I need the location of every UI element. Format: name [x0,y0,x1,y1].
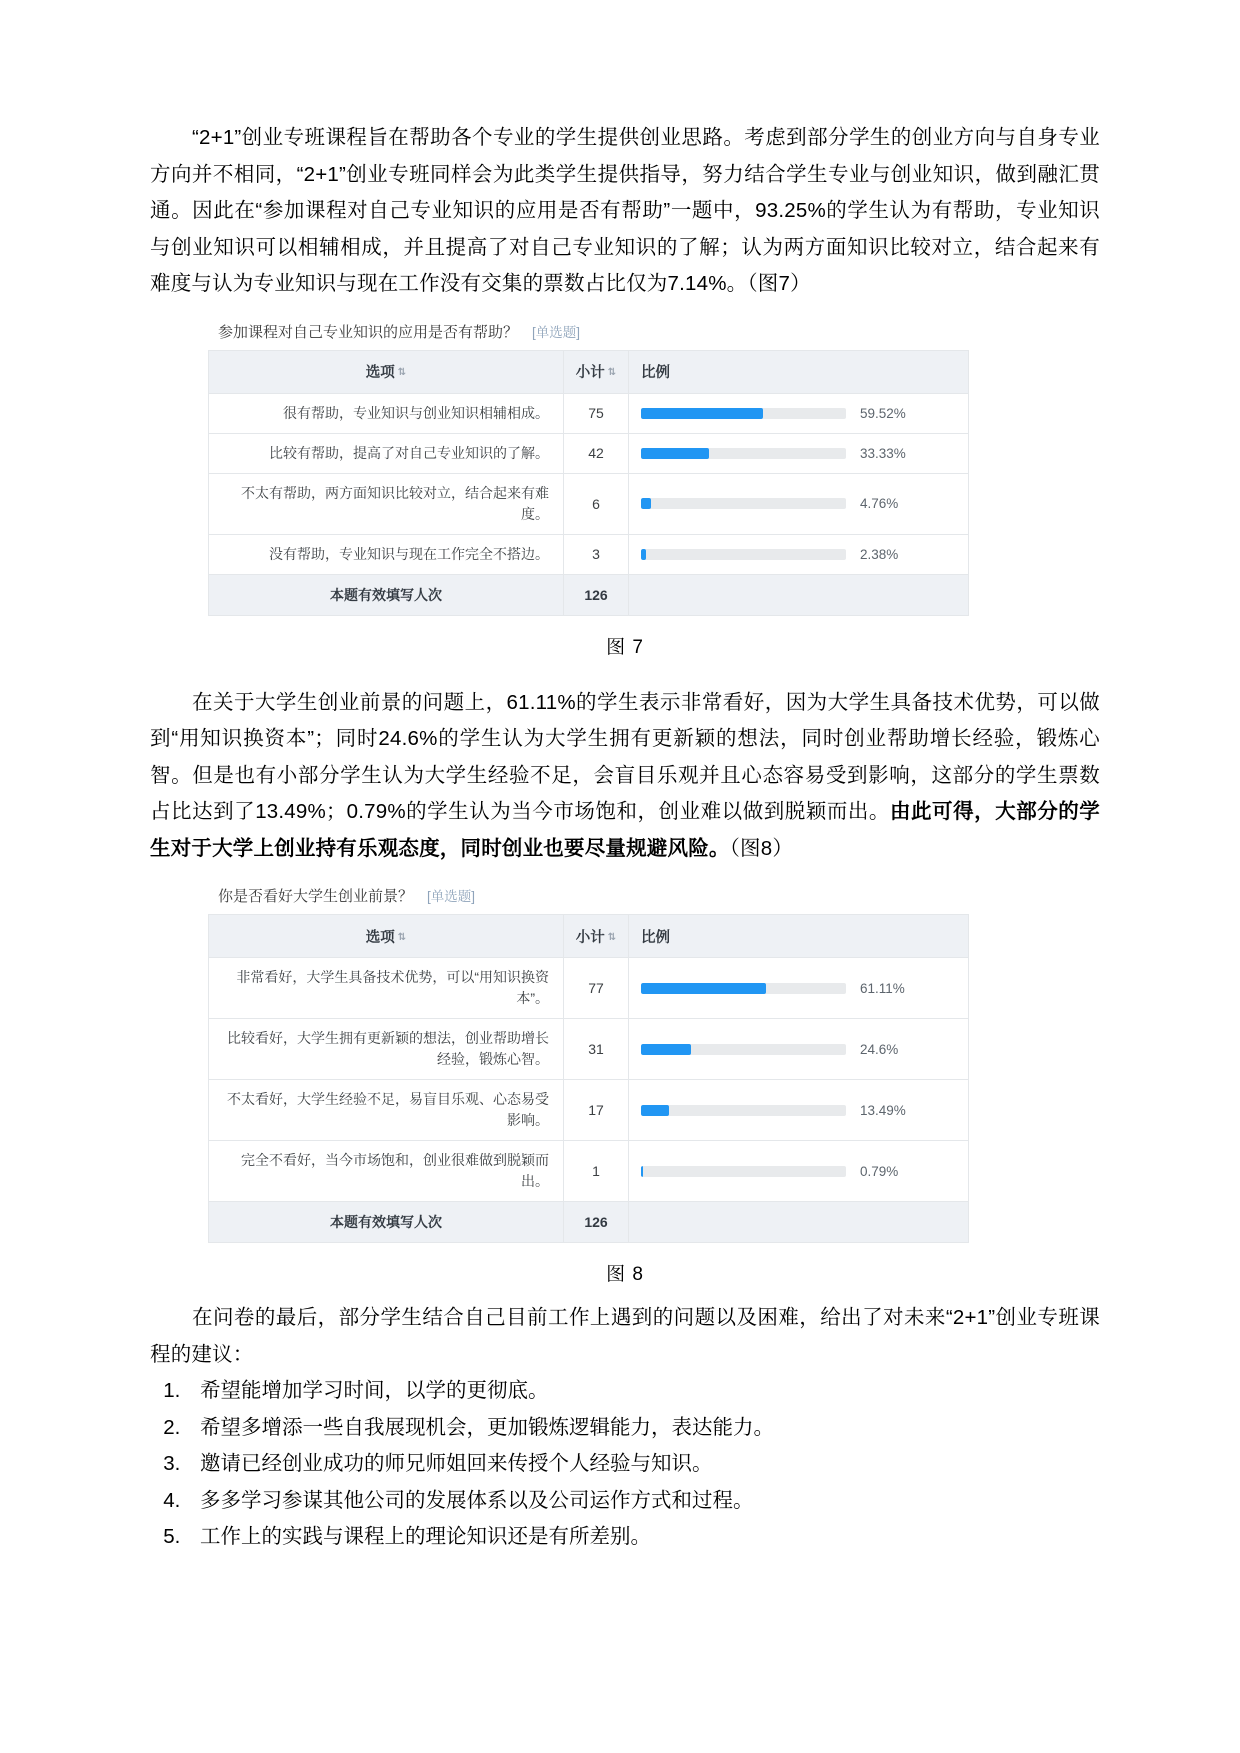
percent-label: 24.6% [860,1041,899,1057]
paragraph-2 [150,685,1100,868]
column-header-count-label: 小计 [575,365,605,381]
column-header-percent [629,350,969,393]
option-percent-cell [629,473,969,534]
table-header-row [209,350,969,393]
percent-label: 33.33% [860,445,906,461]
table-header-row [209,915,969,958]
total-count: 126 [564,574,629,615]
column-header-option-label: 选项 [365,365,395,381]
bar-track [641,448,846,459]
option-label: 比较有帮助，提高了对自己专业知识的了解。 [209,433,564,473]
column-header-percent [629,915,969,958]
bar-fill [641,498,651,509]
column-header-percent-label: 比例 [641,929,670,946]
list-item: 2. 希望多增添一些自我展现机会，更加锻炼逻辑能力，表达能力。 [186,1410,1100,1447]
option-label: 很有帮助，专业知识与创业知识相辅相成。 [209,393,564,433]
table-row [209,393,969,433]
option-percent-cell [629,958,969,1019]
bar-track [641,498,846,509]
table-row [209,958,969,1019]
column-header-option[interactable] [209,915,564,958]
bar-track [641,1044,846,1055]
bar-track [641,549,846,560]
percent-label: 0.79% [860,1163,899,1179]
table-row [209,433,969,473]
total-label: 本题有效填写人次 [209,1202,564,1243]
paragraph-2-normal: 在关于大学生创业前景的问题上，61.11%的学生表示非常看好，因为大学生具备技术优势，可以做到“用知识换资本”；同时24.6%的学生认为大学生拥有更新颖的想法，同时创业帮助增长经验，锻炼心智。但是也有小部分学生认为大学生经验不足，会盲目乐观并且心态容易受到影响，这部分的学生票数占比达到了13.49%；0.79%的学生认为当今市场饱和，创业难以做到脱颖而出。 [150,690,1100,823]
list-item: 4. 多多学习参谋其他公司的发展体系以及公司运作方式和过程。 [186,1483,1100,1520]
option-count: 3 [564,534,629,574]
option-count: 31 [564,1019,629,1080]
paragraph-2-tail: （图8） [729,836,794,860]
option-count: 17 [564,1080,629,1141]
bar-track [641,408,846,419]
survey-chart-2 [208,879,968,1243]
paragraph-3: 在问卷的最后，部分学生结合自己目前工作上遇到的问题以及困难，给出了对未来“2+1”创业专班课程的建议： [150,1306,1100,1366]
list-item: 5. 工作上的实践与课程上的理论知识还是有所差别。 [186,1519,1100,1556]
total-label: 本题有效填写人次 [209,574,564,615]
figure-8-block [150,879,1100,1286]
table-row [209,1019,969,1080]
bar-track [641,1105,846,1116]
percent-label: 4.76% [860,496,899,511]
survey-table-1 [208,350,969,616]
survey-question-title-2 [208,879,968,914]
column-header-count-label: 小计 [575,929,605,946]
bar-fill [641,408,763,419]
option-percent-cell [629,1080,969,1141]
column-header-count[interactable] [564,350,629,393]
suggestions-list [150,1373,1100,1556]
table-total-row [209,1202,969,1243]
percent-label: 13.49% [860,1102,906,1118]
table-row [209,534,969,574]
table-row [209,1141,969,1202]
bar-fill [641,448,709,459]
option-percent-cell [629,534,969,574]
sort-icon[interactable]: ⇅ [397,367,407,378]
figure-7-block [150,315,1100,659]
survey-table-2 [208,914,969,1243]
option-count: 77 [564,958,629,1019]
column-header-count[interactable] [564,915,629,958]
column-header-percent-label: 比例 [641,365,670,381]
percent-label: 61.11% [860,980,905,996]
option-label: 不太看好，大学生经验不足，易盲目乐观、心态易受影响。 [209,1080,564,1141]
bar-fill [641,549,646,560]
sort-icon[interactable]: ⇅ [607,367,617,378]
total-blank-cell [629,574,969,615]
survey-question-tag-2: [单选题] [427,889,476,904]
bar-fill [641,983,766,994]
table-row [209,473,969,534]
survey-question-title-1 [208,315,968,350]
option-label: 比较看好，大学生拥有更新颖的想法，创业帮助增长经验，锻炼心智。 [209,1019,564,1080]
survey-question-tag-1: [单选题] [532,324,581,340]
list-item: 1. 希望能增加学习时间，以学的更彻底。 [186,1373,1100,1410]
total-count: 126 [564,1202,629,1243]
bar-fill [641,1105,669,1116]
survey-question-text-1: 参加课程对自己专业知识的应用是否有帮助？ [218,323,519,341]
option-count: 42 [564,433,629,473]
sort-icon[interactable]: ⇅ [397,931,407,943]
option-percent-cell [629,1019,969,1080]
percent-label: 59.52% [860,405,906,421]
option-count: 1 [564,1141,629,1202]
option-percent-cell [629,393,969,433]
table-row [209,1080,969,1141]
column-header-option[interactable] [209,350,564,393]
option-count: 75 [564,393,629,433]
bar-fill [641,1044,691,1055]
total-blank-cell [629,1202,969,1243]
option-count: 6 [564,473,629,534]
percent-label: 2.38% [860,546,899,562]
bar-fill [641,1166,643,1177]
column-header-option-label: 选项 [365,929,395,946]
option-percent-cell [629,1141,969,1202]
figure-caption-8: 图 8 [606,1264,644,1285]
paragraph-2-bold: 由此可得，大部分的学生对于大学上创业持有乐观态度，同时创业也要尽量规避风险。 [150,800,1101,860]
option-label: 没有帮助，专业知识与现在工作完全不搭边。 [209,534,564,574]
list-item: 3. 邀请已经创业成功的师兄师姐回来传授个人经验与知识。 [186,1446,1100,1483]
option-label: 非常看好，大学生具备技术优势，可以“用知识换资本”。 [209,958,564,1019]
option-percent-cell [629,433,969,473]
bar-track [641,983,846,994]
figure-caption-7: 图 7 [606,636,644,658]
option-label: 不太有帮助，两方面知识比较对立，结合起来有难度。 [209,473,564,534]
survey-chart-1 [208,315,968,616]
paragraph-1: “2+1”创业专班课程旨在帮助各个专业的学生提供创业思路。考虑到部分学生的创业方向与自身专业方向并不相同，“2+1”创业专班同样会为此类学生提供指导，努力结合学生专业与创业知识，做到融汇贯通。因此在“参加课程对自己专业知识的应用是否有帮助”一题中，93.25%的学生认为有帮助，专业知识与创业知识可以相辅相成，并且提高了对自己专业知识的了解；认为两方面知识比较对立，结合起来有难度与认为专业知识与现在工作没有交集的票数占比仅为7.14%。（图7） [150,126,1100,295]
survey-question-text-2: 你是否看好大学生创业前景？ [218,888,414,905]
table-total-row [209,574,969,615]
sort-icon[interactable]: ⇅ [607,931,617,943]
bar-track [641,1166,846,1177]
option-label: 完全不看好，当今市场饱和，创业很难做到脱颖而出。 [209,1141,564,1202]
